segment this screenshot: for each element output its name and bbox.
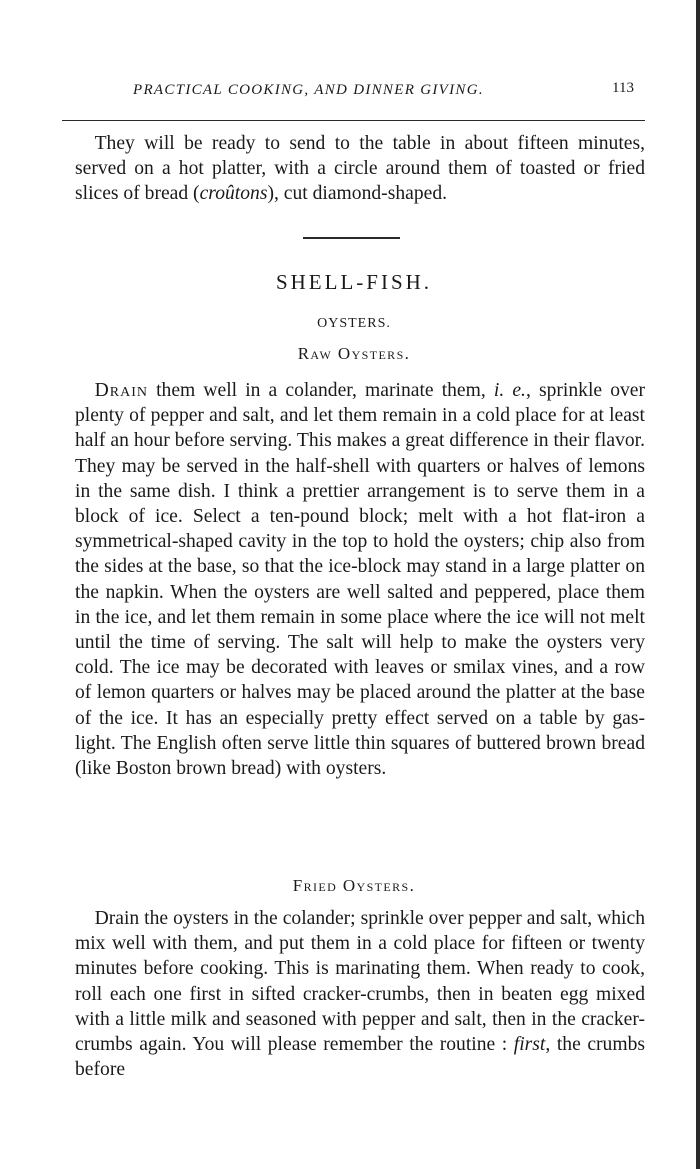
raw-oysters-heading: Raw Oysters. <box>297 344 411 363</box>
intro-paragraph <box>75 131 645 207</box>
section-title: SHELL-FISH. <box>275 270 433 294</box>
fried-oysters-heading: Fried Oysters. <box>292 876 416 895</box>
raw-text-2: , sprinkle over plenty of pepper and salt, and let them remain in a cold place for at least half an hour before serving. This makes a great difference in their flavor. They may be served in the half-shell with quarters or halves of lemons in the same dish. I think a prettier arrangement is to serve them in a block of ice. Select a ten-pound block; melt with a hot flat-iron a symmetrical-shaped cavity in the top to hold the oysters; chip also from the sides at the base, so that the ice-block may stand in a large platter on the napkin. When the oysters are well salted and peppered, place them in the ice, and let them remain in some place where the ice will not melt until the time of serving. The salt will help to make the oysters very cold. The ice may be decorated with leaves or smilax vines, and a row of lemon quarters or halves may be placed around the platter at the base of the ice. It has an especially pretty effect served on a table by gas-light. The English often serve little thin squares of buttered brown bread (like Boston brown bread) with oysters. <box>75 380 646 780</box>
raw-oysters-paragraph <box>75 378 645 781</box>
running-head-title: PRACTICAL COOKING, AND DINNER GIVING. <box>133 82 484 98</box>
fried-italic-first: first <box>513 1034 546 1056</box>
fried-text-2: , the crumbs before <box>75 1034 645 1081</box>
raw-lead-word: Drain <box>94 380 148 401</box>
page-edge-shadow <box>696 0 700 1169</box>
intro-text-after: ), cut diamond-shaped. <box>267 183 448 205</box>
raw-text-1: them well in a colander, marinate them, <box>147 380 494 401</box>
section-divider <box>303 237 400 239</box>
raw-italic-ie: i. e. <box>493 380 526 401</box>
fried-oysters-paragraph <box>75 906 645 1082</box>
intro-text-before: They will be ready to send to the table in about fifteen minutes, served on a hot platter, with a circle around them of toasted or fried slices of bread ( <box>75 133 645 205</box>
section-subtitle: OYSTERS. <box>317 316 391 331</box>
page-number: 113 <box>612 80 634 96</box>
fried-text-1: Drain the oysters in the colander; sprinkle over pepper and salt, which mix well with them, and put them in a cold place for fifteen or twenty minutes before cooking. This is marinating them. When ready to cook, roll each one first in sifted cracker-crumbs, then in beaten egg mixed with a little milk and seasoned with pepper and salt, then in the cracker-crumbs again. You will please remember the routine : <box>75 908 645 1056</box>
intro-italic-term: croûtons <box>199 183 268 205</box>
header-rule <box>62 120 645 121</box>
